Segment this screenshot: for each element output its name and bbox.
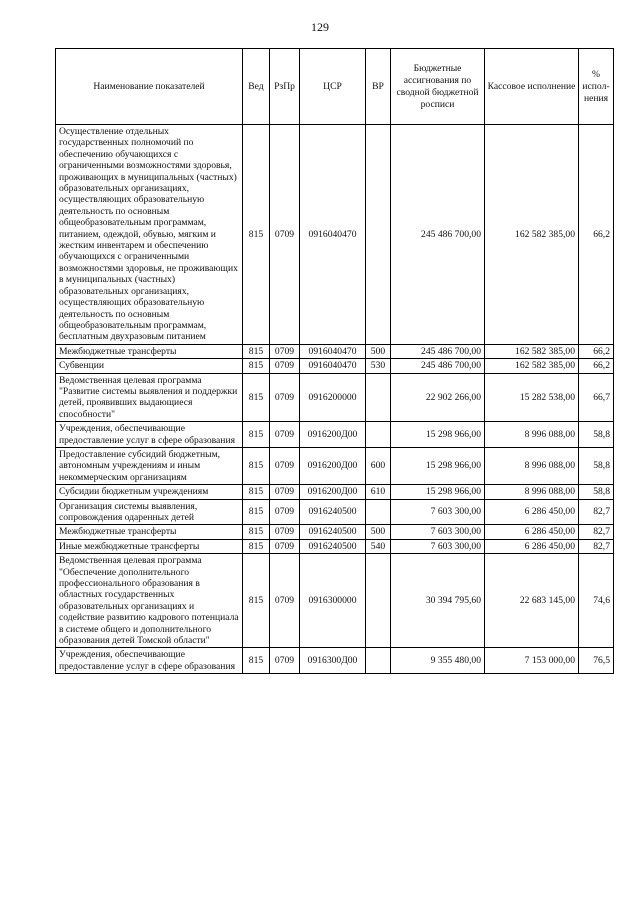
table-row	[56, 359, 614, 373]
column-header-vr: ВР	[366, 49, 391, 125]
row-name: Предоставление субсидий бюджетным, автономным учреждениям и иным некоммерческим организациям	[56, 447, 243, 484]
table-row	[56, 525, 614, 539]
row-rzpr: 0709	[270, 648, 300, 674]
row-percent: 82,7	[579, 525, 614, 539]
row-name: Ведомственная целевая программа "Развитие системы выявления и поддержки детей, проявивших выдающиеся способности"	[56, 373, 243, 422]
row-name: Организация системы выявления, сопровождения одаренных детей	[56, 499, 243, 525]
column-header-rzpr: РзПр	[270, 49, 300, 125]
row-cash: 22 683 145,00	[485, 554, 579, 648]
row-percent: 58,8	[579, 422, 614, 448]
table-row	[56, 344, 614, 358]
row-csr: 0916040470	[300, 359, 366, 373]
row-csr: 0916240500	[300, 525, 366, 539]
row-vr: 500	[366, 525, 391, 539]
table-row	[56, 485, 614, 499]
row-budget: 15 298 966,00	[391, 485, 485, 499]
row-name: Межбюджетные трансферты	[56, 344, 243, 358]
row-csr: 0916040470	[300, 344, 366, 358]
row-rzpr: 0709	[270, 125, 300, 345]
row-percent: 66,7	[579, 373, 614, 422]
column-header-name: Наименование показателей	[56, 49, 243, 125]
table-row	[56, 554, 614, 648]
row-cash: 8 996 088,00	[485, 485, 579, 499]
row-cash: 8 996 088,00	[485, 422, 579, 448]
row-vr	[366, 125, 391, 345]
row-csr: 0916200Д00	[300, 422, 366, 448]
row-name: Субвенции	[56, 359, 243, 373]
row-vr	[366, 499, 391, 525]
row-vr: 530	[366, 359, 391, 373]
row-ved: 815	[243, 499, 270, 525]
row-cash: 162 582 385,00	[485, 344, 579, 358]
table-row	[56, 447, 614, 484]
table-row	[56, 539, 614, 553]
page-number: 129	[311, 20, 329, 34]
row-cash: 6 286 450,00	[485, 499, 579, 525]
row-budget: 7 603 300,00	[391, 539, 485, 553]
table-row	[56, 499, 614, 525]
column-header-budget: Бюджетные ассигнования по сводной бюджетной росписи	[391, 49, 485, 125]
row-percent: 82,7	[579, 539, 614, 553]
row-percent: 58,8	[579, 485, 614, 499]
row-percent: 82,7	[579, 499, 614, 525]
row-vr: 600	[366, 447, 391, 484]
row-vr	[366, 422, 391, 448]
row-rzpr: 0709	[270, 422, 300, 448]
row-percent: 74,6	[579, 554, 614, 648]
row-ved: 815	[243, 554, 270, 648]
row-percent: 66,2	[579, 359, 614, 373]
column-header-percent: % испол-нения	[579, 49, 614, 125]
row-csr: 0916200Д00	[300, 485, 366, 499]
row-cash: 6 286 450,00	[485, 539, 579, 553]
row-rzpr: 0709	[270, 359, 300, 373]
row-rzpr: 0709	[270, 447, 300, 484]
row-rzpr: 0709	[270, 485, 300, 499]
row-name: Субсидии бюджетным учреждениям	[56, 485, 243, 499]
table-row	[56, 422, 614, 448]
row-rzpr: 0709	[270, 373, 300, 422]
row-budget: 7 603 300,00	[391, 499, 485, 525]
row-percent: 66,2	[579, 344, 614, 358]
row-ved: 815	[243, 422, 270, 448]
row-ved: 815	[243, 359, 270, 373]
row-cash: 6 286 450,00	[485, 525, 579, 539]
row-rzpr: 0709	[270, 499, 300, 525]
row-cash: 162 582 385,00	[485, 125, 579, 345]
row-csr: 0916040470	[300, 125, 366, 345]
row-csr: 0916240500	[300, 539, 366, 553]
table-row	[56, 648, 614, 674]
row-ved: 815	[243, 344, 270, 358]
row-percent: 58,8	[579, 447, 614, 484]
row-csr: 0916240500	[300, 499, 366, 525]
row-cash: 162 582 385,00	[485, 359, 579, 373]
column-header-cash: Кассовое исполнение	[485, 49, 579, 125]
row-cash: 15 282 538,00	[485, 373, 579, 422]
row-name: Учреждения, обеспечивающие предоставление услуг в сфере образования	[56, 648, 243, 674]
row-budget: 22 902 266,00	[391, 373, 485, 422]
row-budget: 245 486 700,00	[391, 359, 485, 373]
row-vr: 540	[366, 539, 391, 553]
row-vr: 500	[366, 344, 391, 358]
row-csr: 0916200Д00	[300, 447, 366, 484]
row-vr	[366, 554, 391, 648]
budget-execution-table	[55, 48, 614, 674]
row-vr: 610	[366, 485, 391, 499]
row-ved: 815	[243, 539, 270, 553]
row-name: Ведомственная целевая программа "Обеспечение дополнительного профессионального образования в областных государственных образовательных организациях и содействие развитию кадрового потенциала в системе общего и дополнительного образования детей Томской области"	[56, 554, 243, 648]
row-budget: 15 298 966,00	[391, 447, 485, 484]
table-header-row	[56, 49, 614, 125]
row-name: Учреждения, обеспечивающие предоставление услуг в сфере образования	[56, 422, 243, 448]
table-row	[56, 373, 614, 422]
row-budget: 7 603 300,00	[391, 525, 485, 539]
row-ved: 815	[243, 373, 270, 422]
row-ved: 815	[243, 125, 270, 345]
row-percent: 66,2	[579, 125, 614, 345]
row-ved: 815	[243, 525, 270, 539]
row-ved: 815	[243, 648, 270, 674]
row-budget: 9 355 480,00	[391, 648, 485, 674]
column-header-ved: Вед	[243, 49, 270, 125]
row-name: Иные межбюджетные трансферты	[56, 539, 243, 553]
row-vr	[366, 373, 391, 422]
row-csr: 0916300Д00	[300, 648, 366, 674]
row-budget: 15 298 966,00	[391, 422, 485, 448]
row-rzpr: 0709	[270, 344, 300, 358]
row-vr	[366, 648, 391, 674]
row-budget: 30 394 795,60	[391, 554, 485, 648]
row-ved: 815	[243, 447, 270, 484]
row-percent: 76,5	[579, 648, 614, 674]
row-csr: 0916200000	[300, 373, 366, 422]
table-row	[56, 125, 614, 345]
row-csr: 0916300000	[300, 554, 366, 648]
row-ved: 815	[243, 485, 270, 499]
row-rzpr: 0709	[270, 554, 300, 648]
row-name: Осуществление отдельных государственных полномочий по обеспечению обучающихся с ограниченными возможностями здоровья, проживающих в муниципальных (частных) образовательных организациях, осуществляющих образовательную деятельность по основным общеобразовательным программам, питанием, одеждой, обувью, мягким и жестким инвентарем и обеспечению обучающихся с ограниченными возможностями здоровья, не проживающих в муниципальных (частных) образовательных организациях, осуществляющих образовательную деятельность по основным общеобразовательным программам, бесплатным двухразовым питанием	[56, 125, 243, 345]
row-rzpr: 0709	[270, 525, 300, 539]
row-cash: 8 996 088,00	[485, 447, 579, 484]
row-name: Межбюджетные трансферты	[56, 525, 243, 539]
column-header-csr: ЦСР	[300, 49, 366, 125]
row-budget: 245 486 700,00	[391, 344, 485, 358]
row-rzpr: 0709	[270, 539, 300, 553]
row-budget: 245 486 700,00	[391, 125, 485, 345]
row-cash: 7 153 000,00	[485, 648, 579, 674]
